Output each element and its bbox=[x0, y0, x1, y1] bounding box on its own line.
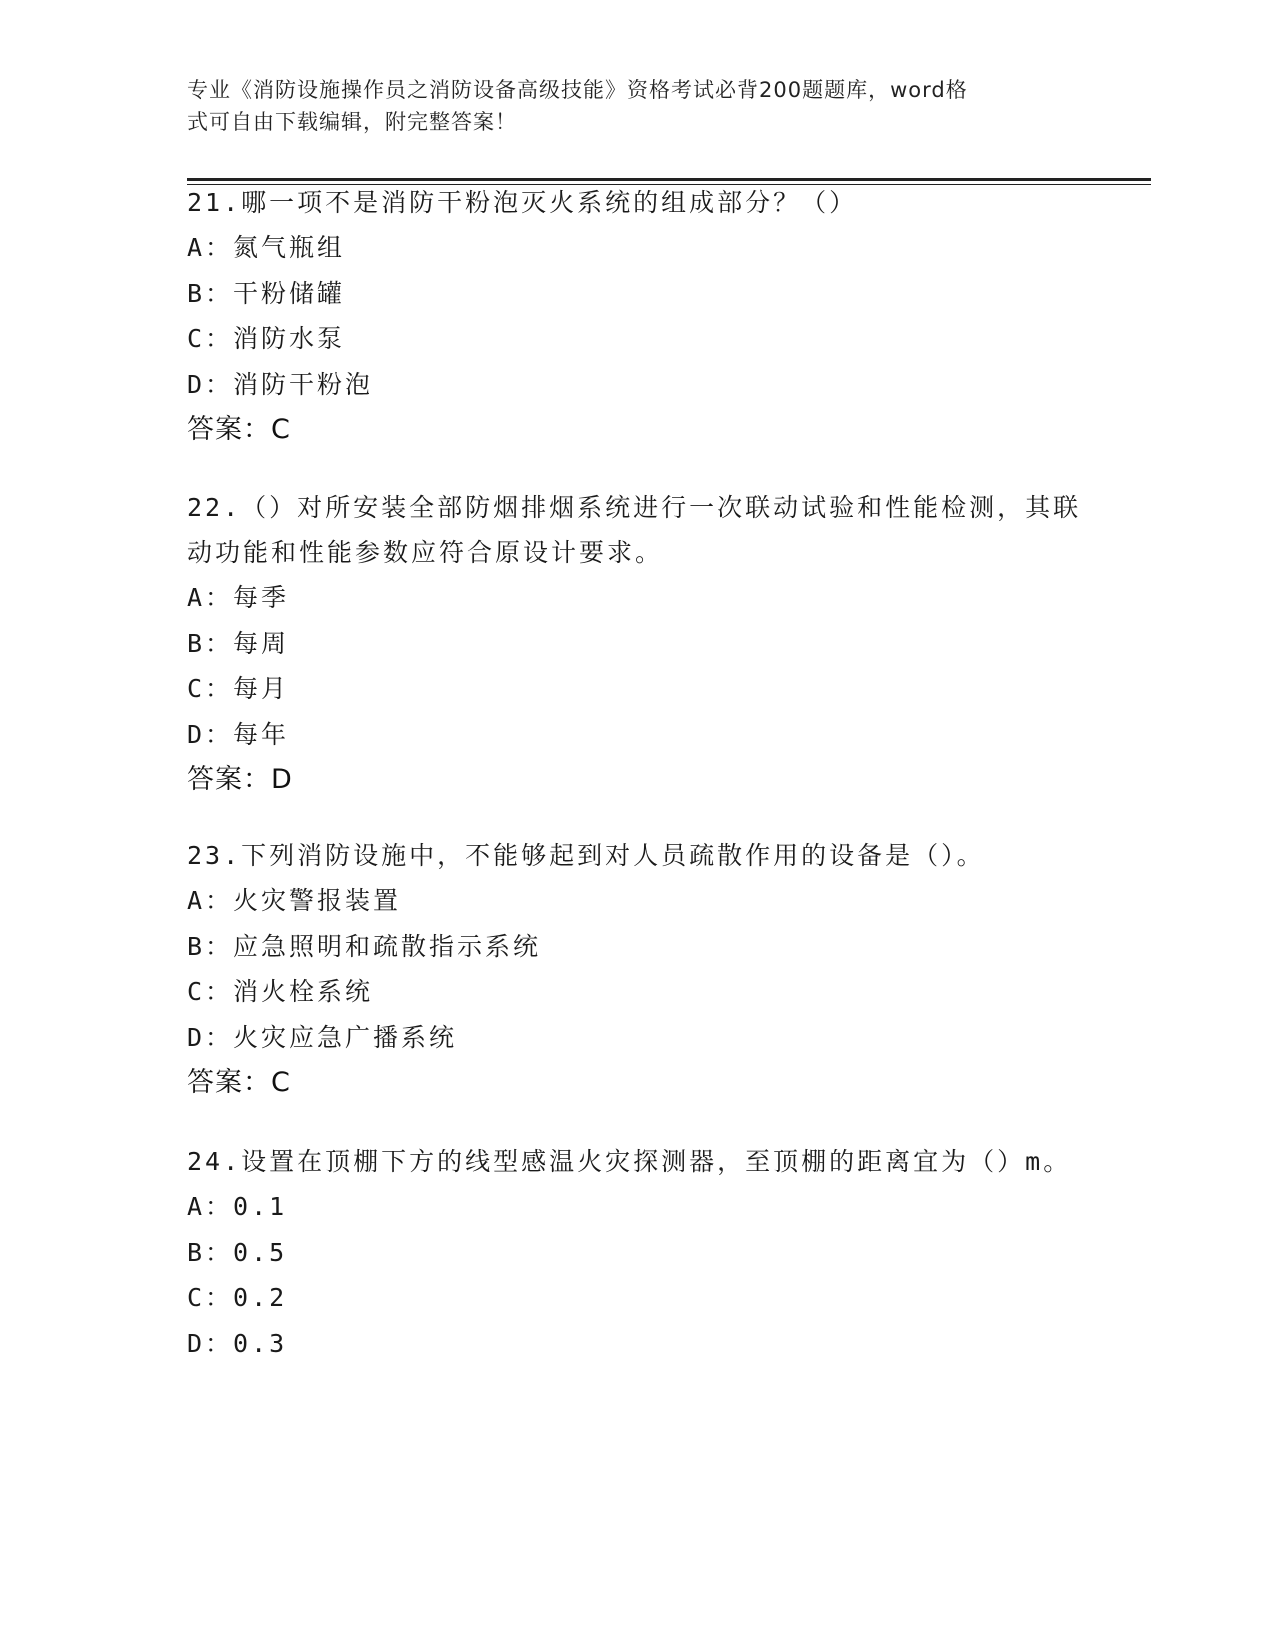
option-a: A：氮气瓶组 bbox=[187, 233, 346, 262]
option-b: B：应急照明和疏散指示系统 bbox=[187, 931, 542, 961]
option-a: A：0.1 bbox=[187, 1192, 288, 1221]
option-d: D：0.3 bbox=[187, 1328, 288, 1358]
question-text: 24.设置在顶棚下方的线型感温火灾探测器，至顶棚的距离宜为（）m。 bbox=[187, 1147, 1072, 1176]
answer-text: 答案：D bbox=[187, 764, 293, 795]
option-d: D：火灾应急广播系统 bbox=[187, 1022, 458, 1052]
question-text: 22.（）对所安装全部防烟排烟系统进行一次联动试验和性能检测，其联动功能和性能参数应符合原设计要求。 bbox=[187, 493, 1082, 567]
option-c: C：消火栓系统 bbox=[187, 977, 374, 1006]
option-d: D：消防干粉泡 bbox=[187, 369, 374, 399]
option-b: B：0.5 bbox=[187, 1237, 288, 1267]
option-a: A：火灾警报装置 bbox=[187, 886, 402, 915]
question-21 bbox=[187, 180, 1087, 453]
answer-text: 答案：C bbox=[187, 414, 291, 445]
answer-text: 答案：C bbox=[187, 1067, 291, 1098]
option-c: C：消防水泵 bbox=[187, 324, 346, 353]
document-header: 专业《消防设施操作员之消防设备高级技能》资格考试必背200题题库，word格 式可自由下载编辑，附完整答案！ bbox=[187, 78, 968, 134]
option-a: A：每季 bbox=[187, 583, 290, 612]
option-c: C：0.2 bbox=[187, 1283, 288, 1312]
option-d: D：每年 bbox=[187, 719, 290, 749]
question-23 bbox=[187, 833, 1087, 1106]
question-22 bbox=[187, 485, 1087, 803]
question-text: 21.哪一项不是消防干粉泡灭火系统的组成部分？（） bbox=[187, 188, 858, 217]
option-b: B：每周 bbox=[187, 628, 290, 658]
option-b: B：干粉储罐 bbox=[187, 278, 346, 308]
option-c: C：每月 bbox=[187, 674, 290, 703]
question-text: 23.下列消防设施中，不能够起到对人员疏散作用的设备是（）。 bbox=[187, 841, 985, 870]
question-24 bbox=[187, 1139, 1087, 1366]
